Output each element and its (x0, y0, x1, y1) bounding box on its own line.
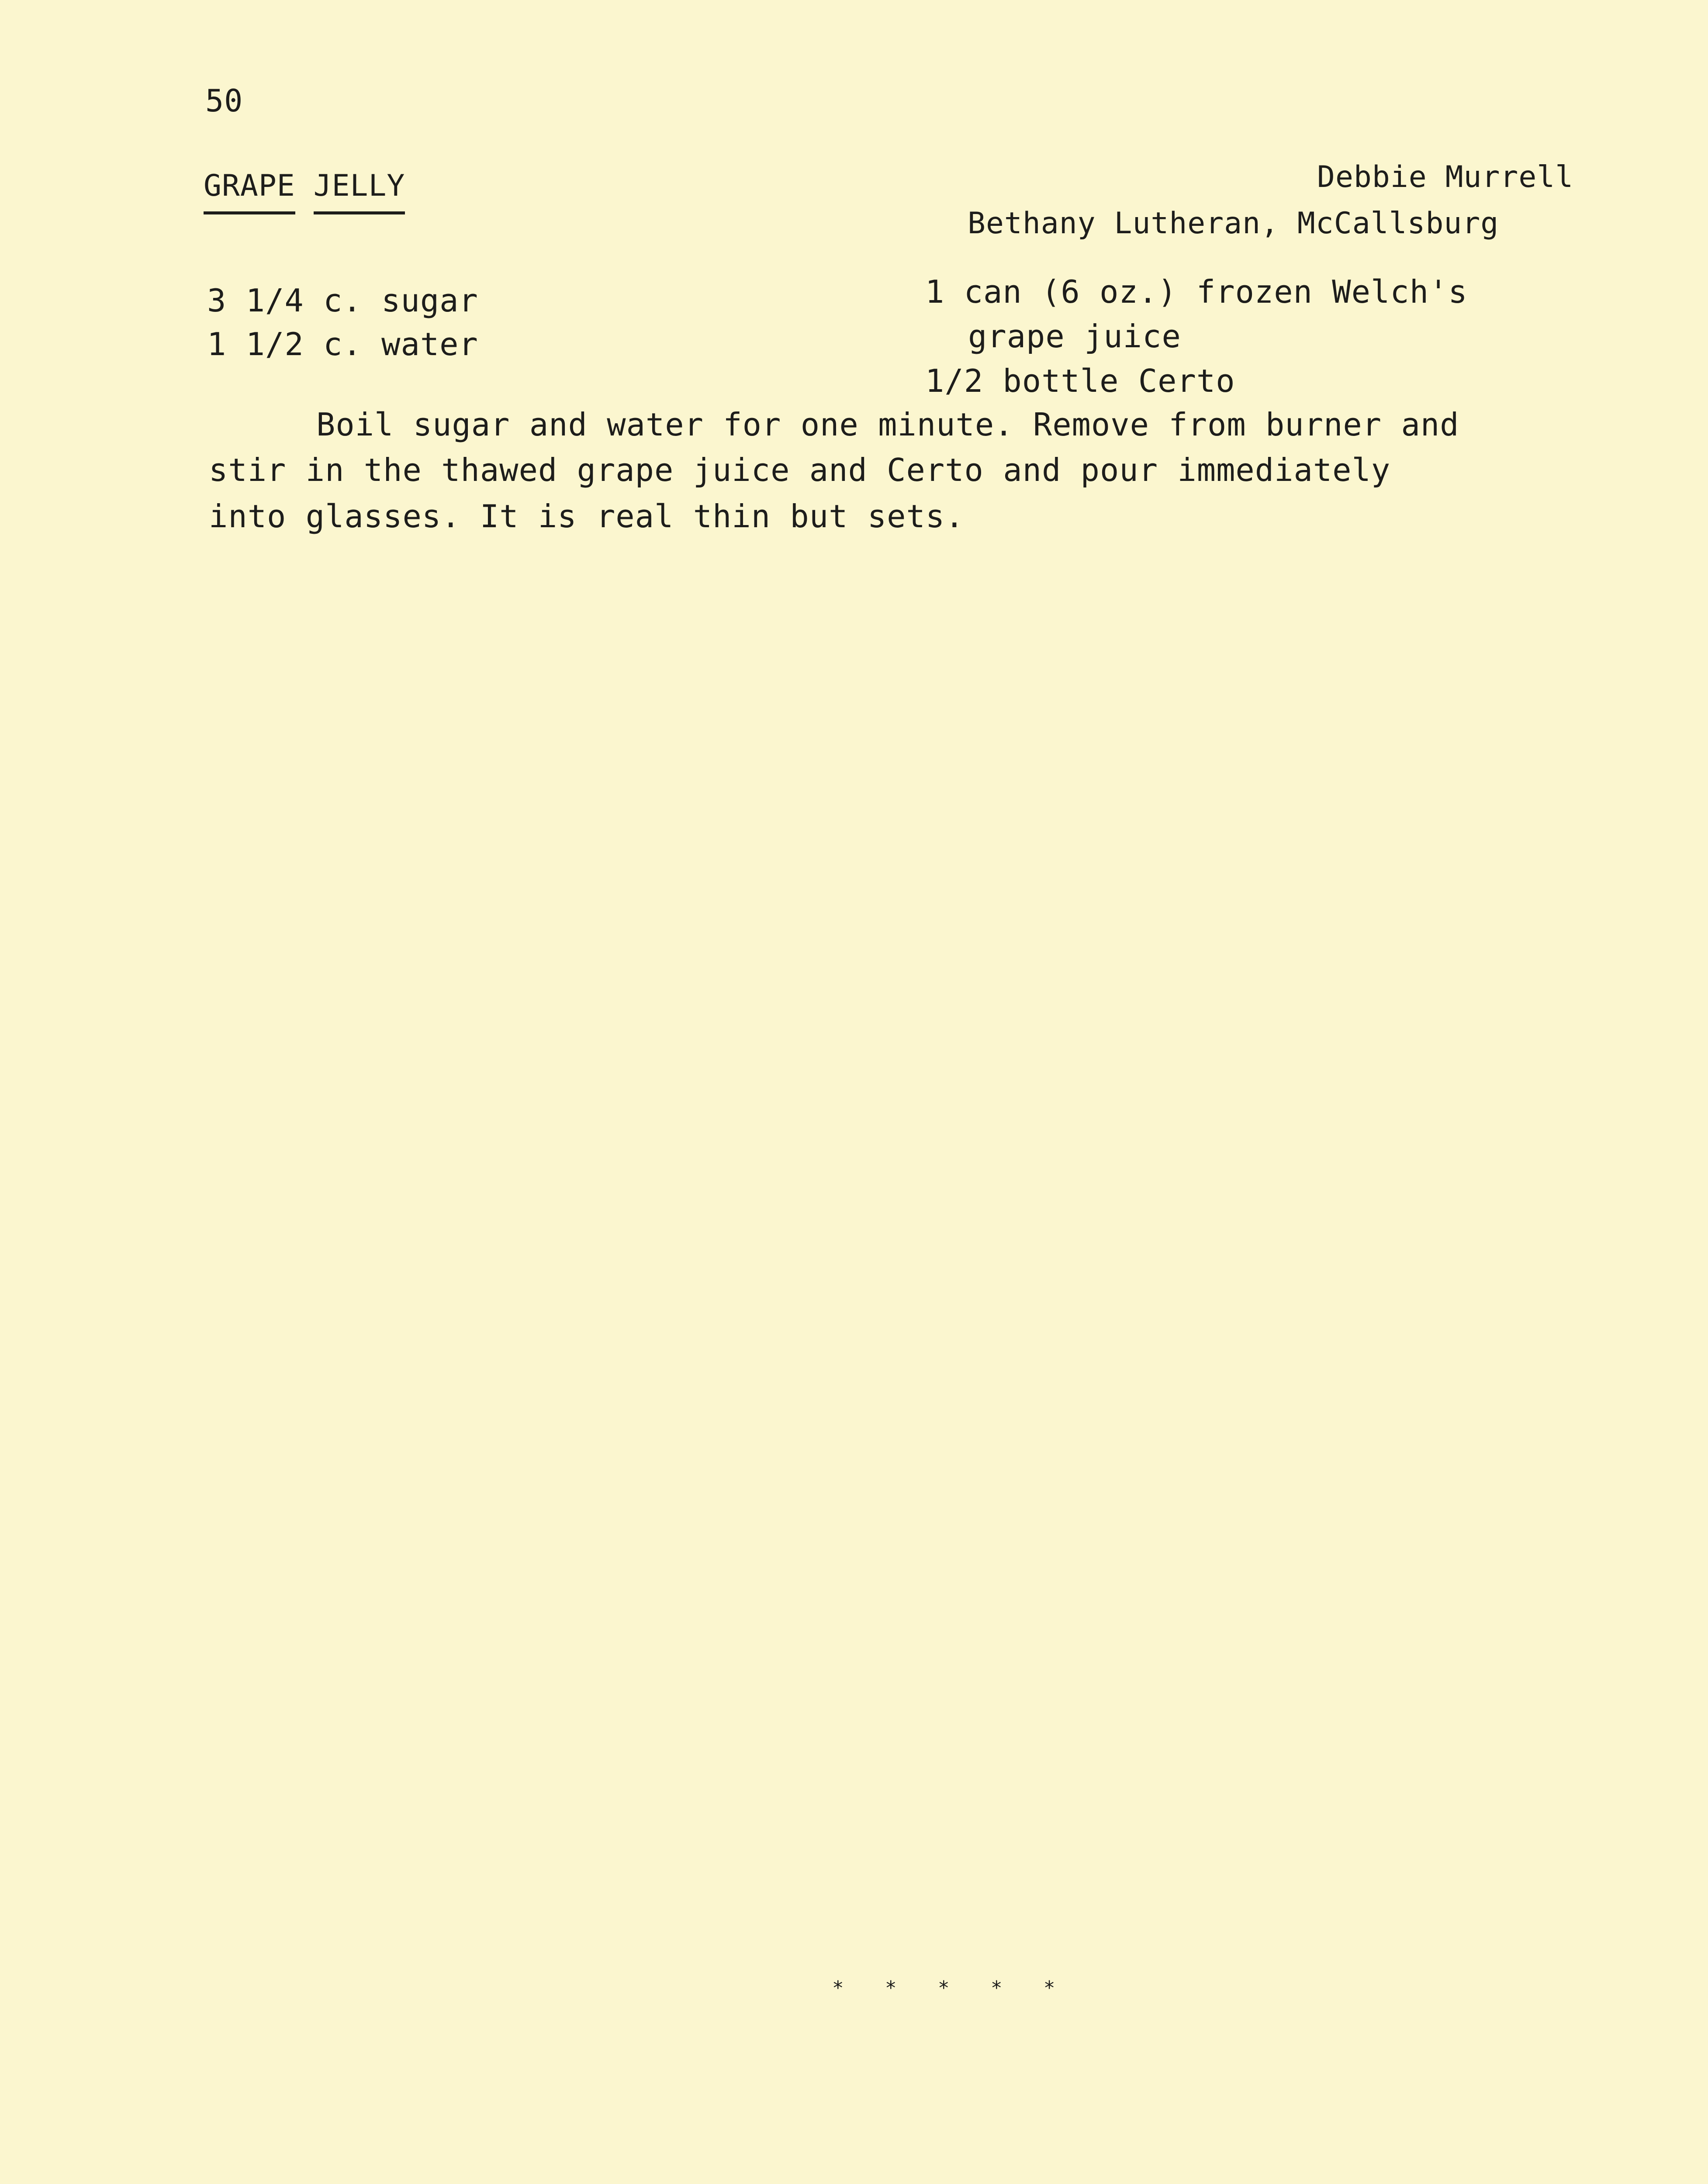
contributor-church: Bethany Lutheran, McCallsburg (968, 206, 1499, 241)
contributor-name: Debbie Murrell (1317, 160, 1574, 194)
page-number: 50 (205, 83, 243, 119)
ingredient-water: 1 1/2 c. water (207, 326, 478, 363)
directions-line-2: stir in the thawed grape juice and Certo and pour immediately (209, 452, 1391, 488)
directions-line-1: Boil sugar and water for one minute. Remove from burner and (316, 406, 1459, 443)
section-separator-stars: * * * * * (832, 1977, 1070, 1999)
directions-line-3: into glasses. It is real thin but sets. (209, 498, 965, 535)
title-word-grape: GRAPE (204, 171, 295, 214)
ingredient-sugar: 3 1/4 c. sugar (207, 282, 478, 319)
recipe-title (204, 171, 405, 214)
title-word-jelly: JELLY (314, 171, 405, 214)
ingredient-certo: 1/2 bottle Certo (925, 363, 1235, 399)
ingredient-grape-juice: grape juice (968, 318, 1181, 355)
ingredient-frozen-juice: 1 can (6 oz.) frozen Welch's (925, 273, 1468, 310)
